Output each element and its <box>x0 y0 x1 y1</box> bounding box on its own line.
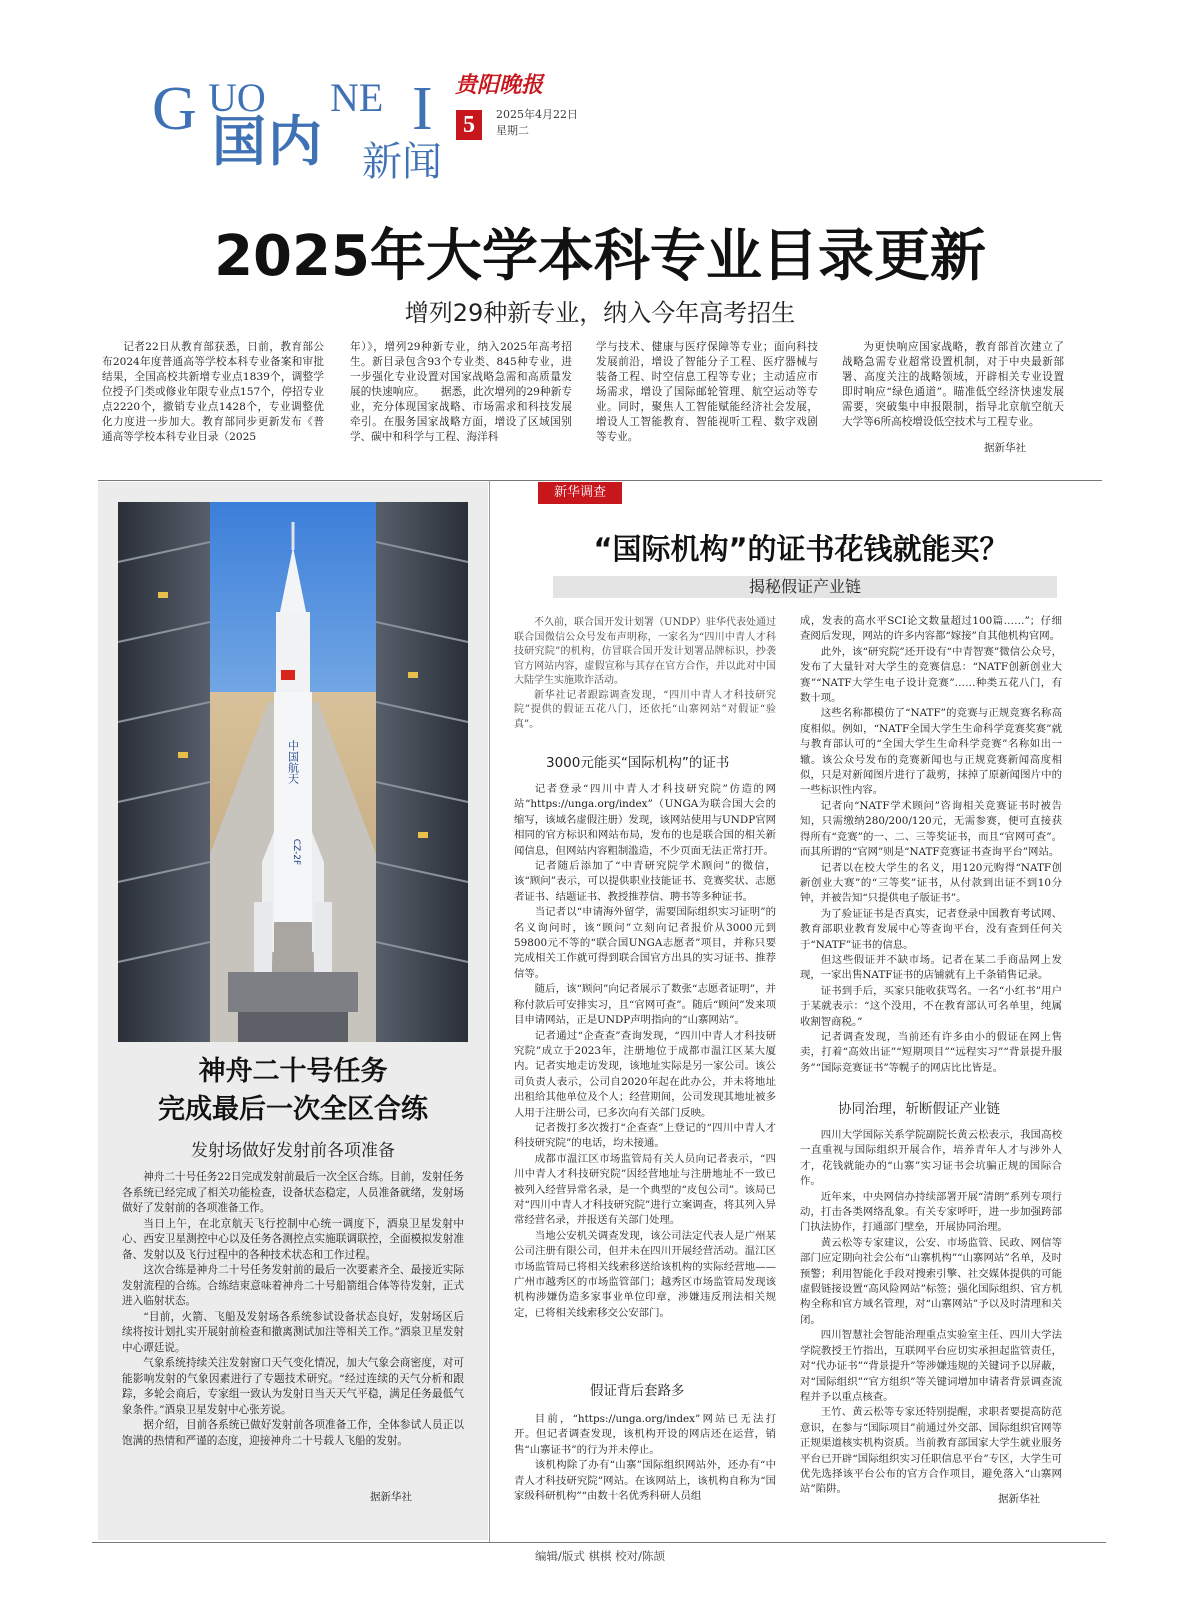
shenzhou-title-line1: 神舟二十号任务 <box>198 1056 388 1087</box>
body-paragraph: 但这些假证并不缺市场。记者在某二手商品网上发现，一家出售NATF证书的店铺就有上千条销售记录。 <box>800 953 1062 982</box>
shenzhou-body <box>122 1170 464 1490</box>
issue-weekday: 星期二 <box>496 124 529 137</box>
shenzhou-source: 据新华社 <box>370 1491 412 1503</box>
section-subtitle: 新闻 <box>362 139 442 185</box>
investigation-column-1-bottom <box>514 1412 776 1512</box>
lead-column-3: 学与技术、健康与医疗保障等专业；面向科技发展前沿，增设了智能分子工程、医疗器械与装备工程、时空信息工程等专业；主动适应市场需求，增设了国际邮轮管理、航空运动等专业。同时，聚焦人工智能赋能经济社会发展，增设人工智能教育、智能视听工程、数字戏剧等专业。 <box>596 341 818 443</box>
footer-credits: 编辑/版式 棋棋 校对/陈颉 <box>534 1549 666 1563</box>
body-paragraph: 成都市温江区市场监管局有关人员向记者表示，“四川中青人才科技研究院”因经营地址与注册地址不一致已被列入经营异常名录，是一个典型的“皮包公司”。该局已对“四川中青人才科技研究院”进行立案调查，将其列入异常经营名录，并报送有关部门处理。 <box>514 1152 776 1227</box>
body-paragraph: 记者拨打多次拨打“企查查”上登记的“四川中青人才科技研究院”的电话，均未接通。 <box>514 1121 776 1150</box>
body-paragraph: 为了验证证书是否真实，记者登录中国教育考试网、教育部职业教育发展中心等查询平台，没有查到任何关于“NATF”证书的信息。 <box>800 907 1062 951</box>
investigation-title: “国际机构”的证书花钱就能买？ <box>593 532 1009 566</box>
body-paragraph: 证书到手后，买家只能收获骂名。一名“小红书”用户于某就表示：“这个没用，不在教育部认可名单里，纯属收割智商税。” <box>800 984 1062 1028</box>
shenzhou-paragraph: 这次合练是神舟二十号任务发射前的最后一次要素齐全、最接近实际发射流程的合练。合练结束意味着神舟二十号船箭组合体等待发射，正式进入临射状态。 <box>122 1264 464 1307</box>
rocket-id-text: CZ-2F <box>291 838 301 866</box>
newspaper-logo: 贵阳晚报 <box>455 72 544 98</box>
shenzhou-subtitle: 发射场做好发射前各项准备 <box>191 1141 395 1161</box>
body-paragraph: 记者随后添加了“中青研究院学术顾问”的微信，该“顾问”表示，可以提供职业技能证书、竞赛奖状、志愿者证书、结题证书、教授推荐信、聘书等多种证书。 <box>514 860 776 903</box>
main-subheadline: 增列29种新专业，纳入今年高考招生 <box>404 299 796 327</box>
body-paragraph: 记者调查发现，当前还有许多由小的假证在网上售卖，打着“高效出证”“短期项目”“远程实习”“背景提升服务”“国际竞赛证书”等幌子的网店比比皆是。 <box>800 1030 1062 1074</box>
lead-column-4: 为更快响应国家战略，教育部首次建立了战略急需专业超常设置机制，对于中央最新部署、高度关注的战略领域，开辟相关专业设置即时响应“绿色通道”。瞄准低空经济快速发展需要，突破集中申报限制，指导北京航空航天大学等6所高校增设低空技术与工程专业。 <box>842 341 1064 428</box>
body-paragraph: 近年来，中央网信办持续部署开展“清朗”系列专项行动，打击各类网络乱象。有关专家呼吁，进一步加强跨部门执法协作，打通部门壁垒，开展协同治理。 <box>800 1190 1062 1234</box>
lead-paragraph: 新华社记者跟踪调查发现，“四川中青人才科技研究院”提供的假证五花八门，还依托“山寨网站”对假证“验真”。 <box>514 689 776 730</box>
body-paragraph: 四川智慧社会智能治理重点实验室主任、四川大学法学院教授王竹指出，互联网平台应切实承担起监管责任，对“代办证书”“背景提升”等涉嫌违规的关键词予以屏蔽，对“国际组织”“官方组织”等关键词增加申请者背景调查流程并予以重点核查。 <box>800 1329 1062 1403</box>
lead-column-2: 年）》，增列29种新专业，纳入2025年高考招生。新目录包含93个专业类、845种专业，进一步强化专业设置对国家战略急需和高质量发展的快速响应。 据悉，此次增列的29种新专业，充分体现国家战略、市场需求和科技发展牵引。在服务国家战略方面，增设了区域国别学、碳中和科学与工程、海洋科 <box>350 341 572 443</box>
body-paragraph: 四川大学国际关系学院副院长黄云松表示，我国高校一直重视与国际组织开展合作，培养青年人才与涉外人才，花钱就能办的“山寨”实习证书会坑骗正规的国际合作。 <box>800 1129 1062 1188</box>
body-paragraph: 记者通过“企查查”查询发现，“四川中青人才科技研究院”成立于2023年，注册地位于成都市温江区某大厦内。记者实地走访发现，该地址实际是另一家公司。该公司负责人表示，公司自2020年起在此办公，并未将地址出租给其他单位及个人；经营期间，公司发现其地址被多人用于注册公司，已多次向有关部门反映。 <box>514 1029 776 1119</box>
body-paragraph: 目前，“https://unga.org/index”网站已无法打开。但记者调查发现，该机构开设的网店还在运营，销售“山寨证书”的行为并未停止。 <box>514 1413 776 1456</box>
footer-divider <box>92 1542 1106 1543</box>
body-paragraph: 黄云松等专家建议，公安、市场监管、民政、网信等部门应定期向社会公布“山寨机构”“山寨网站”名单，及时预警；利用智能化手段对搜索引擎、社交媒体提供的可能虚假链接设置“高风险网站”标签；强化国际组织、官方机构全称和官方域名管理，对“山寨网站”予以及时清理和关闭。 <box>800 1236 1062 1326</box>
section-heading-3: 协同治理，斩断假证产业链 <box>838 1101 1000 1117</box>
issue-date: 2025年4月22日 <box>496 108 578 121</box>
shenzhou-paragraph: 当日上午，在北京航天飞行控制中心统一调度下，酒泉卫星发射中心、西安卫星测控中心以及任务各测控点实施联调联控，全面模拟发射准备、发射以及飞行过程中的各种技术状态和工作过程。 <box>122 1217 464 1261</box>
body-paragraph: 随后，该“顾问”向记者展示了数张“志愿者证明”，并称付款后可安排实习，且“官网可查”。随后“顾问”发来项目申请网站，正是UNDP声明指向的“山寨网站”。 <box>514 983 776 1027</box>
body-paragraph: 这些名称都模仿了“NATF”的竞赛与正规竞赛名称高度相似。例如，“NATF全国大学生生命科学竞赛奖赛”就与教育部认可的“全国大学生生命科学竞赛”名称如出一辙。该公众号发布的竞赛新闻也与正规竞赛新闻高度相似，只是对新闻图片进行了裁剪，抹掉了原新闻图片中的一些标识性内容。 <box>800 707 1062 797</box>
body-paragraph: 当记者以“申请海外留学，需要国际组织实习证明”的名义询问时，该“顾问”立刻向记者报价从3000元到59800元不等的“联合国UNGA志愿者”项目，并称只要完成相关工作就可得到联合国官方出具的实习证书、推荐信等。 <box>514 906 776 980</box>
body-paragraph: 成，发表的高水平SCI论文数量超过100篇……”；仔细查阅后发现，网站的许多内容都“嫁接”自其他机构官网。 <box>800 615 1062 643</box>
divider-vertical <box>489 480 490 1542</box>
column-tag: 新华调查 <box>538 482 622 504</box>
section-heading-2: 假证背后套路多 <box>590 1383 685 1399</box>
shenzhou-title-line2: 完成最后一次全区合练 <box>158 1094 428 1125</box>
section-title: 国内 <box>212 110 324 173</box>
section-letter-i: I <box>412 75 433 143</box>
rocket-side-text: 中国航天 <box>286 740 300 784</box>
investigation-column-2-bottom <box>800 1128 1062 1496</box>
investigation-subtitle: 揭秘假证产业链 <box>748 577 861 596</box>
lead-column-1: 记者22日从教育部获悉，日前，教育部公布2024年度普通高等学校本科专业备案和审批结果，全国高校共新增专业点1839个，调整学位授予门类或修业年限专业点157个，停招专业点2220个，撤销专业点1428个，专业调整优化力度进一步加大。教育部同步更新发布《普通高等学校本科专业目录（2025 <box>102 341 324 443</box>
page-number: 5 <box>456 110 482 140</box>
section-heading-1: 3000元能买“国际机构”的证书 <box>546 755 730 771</box>
shenzhou-paragraph: “目前，火箭、飞船及发射场各系统参试设备状态良好，发射场区后续将按计划扎实开展射前检查和撤离测试加注等相关工作。”酒泉卫星发射中心谭廷说。 <box>122 1310 464 1354</box>
body-paragraph: 当地公安机关调查发现，该公司法定代表人是广州某公司注册有限公司，但并未在四川开展经营活动。温江区市场监管局已将相关线索移送给该机构的实际经营地——广州市越秀区的市场监管部门；越秀区市场监管局发现该机构涉嫌伪造多家事业单位印章，涉嫌违反刑法相关规定，已将相关线索移交公安部门。 <box>514 1229 776 1319</box>
shenzhou-paragraph: 据介绍，目前各系统已做好发射前各项准备工作，全体参试人员正以饱满的热情和严谨的态度，迎接神舟二十号载人飞船的发射。 <box>122 1419 464 1447</box>
body-paragraph: 王竹、黄云松等专家还特别提醒，求职者要提高防范意识，在参与“国际项目”前通过外交部、国际组织官网等正规渠道核实机构资质。当前教育部国家大学生就业服务平台已开辟“国际组织实习任职信息平台”专区，大学生可优先选择该平台公布的官方合作项目，避免落入“山寨网站”陷阱。 <box>800 1406 1062 1496</box>
body-paragraph: 记者登录“四川中青人才科技研究院”仿造的网站“https://unga.org/index”（UNGA为联合国大会的缩写，该域名虚假注册）发现，该网站使用与UNDP官网相同的官方标识和网站布局，发布的也是联合国的相关新闻信息，但网站内容粗制滥造，不少页面无法正常打开。 <box>514 783 776 857</box>
shenzhou-paragraph: 气象系统持续关注发射窗口天气变化情况，加大气象会商密度，对可能影响发射的气象因素进行了专题技术研究。“经过连续的天气分析和跟踪，多轮会商后，专家组一致认为发射日当天天气平稳，满足任务最低气象条件。”酒泉卫星发射中心张芳说。 <box>122 1357 464 1416</box>
investigation-column-1 <box>514 782 776 1372</box>
investigation-source: 据新华社 <box>998 1493 1040 1505</box>
divider-horizontal <box>98 480 1102 481</box>
body-paragraph: 记者以在校大学生的名义，用120元购得“NATF创新创业大赛”的“三等奖”证书，从付款到出证不到10分钟，并被告知“只提供电子版证书”。 <box>800 861 1062 905</box>
lead-paragraph: 不久前，联合国开发计划署（UNDP）驻华代表处通过联合国微信公众号发布声明称，一家名为“四川中青人才科技研究院”的机构，仿冒联合国开发计划署品牌标识，抄袭官方网站内容，虚假宣称与其存在官方合作，并以此对中国大陆学生实施欺诈活动。 <box>514 617 776 686</box>
body-paragraph: 此外，该“研究院”还开设有“中青智赛”微信公众号，发布了大量针对大学生的竞赛信息：“NATF创新创业大赛”“NATF大学生电子设计竞赛”……种类五花八门，有数十项。 <box>800 645 1062 705</box>
section-letter-ne: NE <box>330 75 384 120</box>
investigation-column-2 <box>800 614 1062 1090</box>
body-paragraph: 该机构除了办有“山寨”国际组织网站外，还办有“中青人才科技研究院”网站。在该网站上，该机构自称为“国家级科研机构”“由数十名优秀科研人员组 <box>514 1459 776 1503</box>
section-letter-uo: UO <box>208 75 266 120</box>
lead-source: 据新华社 <box>984 442 1026 454</box>
section-letter-g: G <box>152 75 197 143</box>
body-paragraph: 记者向“NATF学术顾问”咨询相关竞赛证书时被告知，只需缴纳280/200/120元，无需参赛，便可直接获得所有“竞赛”的一、二、三等奖证书，而且“官网可查”。而其所谓的“官网”则是“NATF竞赛证书查询平台”网站。 <box>800 799 1062 859</box>
investigation-lead <box>514 616 776 748</box>
main-headline: 2025年大学本科专业目录更新 <box>214 224 986 289</box>
shenzhou-paragraph: 神舟二十号任务22日完成发射前最后一次全区合练。目前，发射任务各系统已经完成了相关功能检查，设备状态稳定，人员准备就绪，发射场做好了发射前的各项准备工作。 <box>122 1171 464 1214</box>
rocket-launch-photo <box>118 502 468 1042</box>
